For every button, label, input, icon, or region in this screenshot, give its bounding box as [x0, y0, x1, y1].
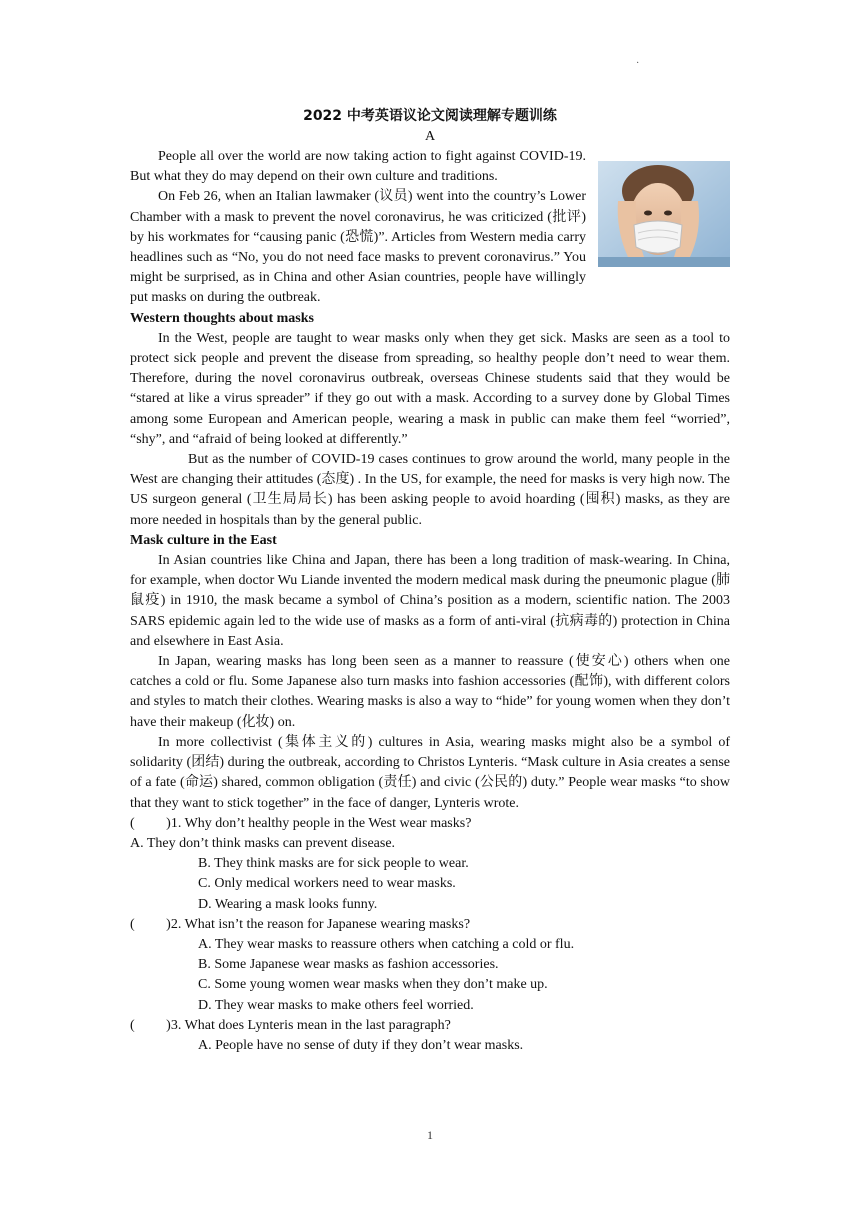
article-body	[130, 147, 730, 1056]
question-2-option-c: C. Some young women wear masks when they don’t make up.	[198, 977, 548, 993]
boy-with-mask-image	[598, 161, 730, 267]
paragraph-6: In Japan, wearing masks has long been seen as a manner to reassure (使安心) others when one catches a cold or flu. Some Japanese also turn masks into fashion accessories (配饰), with different colors and styles to match their clothes. Wearing masks is also a way to “hide” for young women when they don’t have their makeup (化妆) on.	[130, 654, 730, 730]
question-2: ( )2. What isn’t the reason for Japanese wearing masks?	[130, 916, 471, 932]
page-title: 2022 中考英语议论文阅读理解专题训练	[303, 108, 557, 124]
paragraph-2: On Feb 26, when an Italian lawmaker (议员) went into the country’s Lower Chamber with a mask to prevent the novel coronavirus, he was criticized (批评) by his workmates for “causing panic (恐慌)”. Articles from Western media carry headlines such as “No, you do not need face masks to prevent coronavirus.” You might be surprised, as in China and other Asian countries, people have willingly put masks on during the outbreak.	[130, 189, 586, 306]
question-1-option-a: A. They don’t think masks can prevent disease.	[130, 835, 396, 851]
heading-western: Western thoughts about masks	[130, 310, 314, 326]
mask-boy-photo	[598, 161, 730, 267]
question-2-option-d: D. They wear masks to make others feel worried.	[198, 997, 474, 1013]
heading-east: Mask culture in the East	[130, 532, 277, 548]
question-2-option-a: A. They wear masks to reassure others when catching a cold or flu.	[198, 936, 575, 952]
header-mark: ·	[636, 58, 640, 69]
paragraph-1: People all over the world are now taking action to fight against COVID-19. But what they do may depend on their own culture and traditions.	[130, 149, 586, 185]
paragraph-4: But as the number of COVID-19 cases continues to grow around the world, many people in the West are changing their attitudes (态度) . In the US, for example, the need for masks is very high now. The US surgeon general (卫生局局长) has been asking people to avoid hoarding (囤积) masks, as they are more needed in hospitals than by the general public.	[130, 452, 730, 528]
question-2-option-b: B. Some Japanese wear masks as fashion accessories.	[198, 957, 499, 973]
question-1-option-c: C. Only medical workers need to wear masks.	[198, 876, 456, 892]
question-1-option-b: B. They think masks are for sick people to wear.	[198, 856, 469, 872]
paragraph-7: In more collectivist (集体主义的) cultures in Asia, wearing masks might also be a symbol of solidarity (团结) during the outbreak, according to Christos Lynteris. “Mask culture in Asia creates a sense of a fate (命运) shared, common obligation (责任) and civic (公民的) duty.” People wear masks “to show that they want to stick together” in the face of danger, Lynteris wrote.	[130, 734, 730, 811]
question-1-option-d: D. Wearing a mask looks funny.	[198, 896, 378, 912]
page-number: 1	[427, 1128, 433, 1142]
paragraph-5: In Asian countries like China and Japan, there has been a long tradition of mask-wearing. In China, for example, when doctor Wu Liande invented the modern medical mask during the pneumonic plague (肺鼠疫) in 1910, the mask became a symbol of China’s position as a modern, scientific nation. The 2003 SARS epidemic again led to the wide use of masks as a form of anti-viral (抗病毒的) protection in China and elsewhere in East Asia.	[130, 553, 730, 649]
section-label: A	[424, 129, 436, 144]
question-3-option-a: A. People have no sense of duty if they don’t wear masks.	[198, 1037, 524, 1053]
question-1: ( )1. Why don’t healthy people in the West wear masks?	[130, 815, 472, 831]
paragraph-3: In the West, people are taught to wear masks only when they get sick. Masks are seen as a tool to protect sick people and prevent the disease from spreading, so healthy people don’t need to wear them. Therefore, during the novel coronavirus outbreak, overseas Chinese students said that they would be “stared at like a virus spreader” if they go out with a mask. According to a survey done by Global Times among some European and American people, wearing a mask in public can make them feel “worried”, “shy”, and “afraid of being looked at differently.”	[130, 330, 730, 447]
question-3: ( )3. What does Lynteris mean in the last paragraph?	[130, 1017, 451, 1033]
